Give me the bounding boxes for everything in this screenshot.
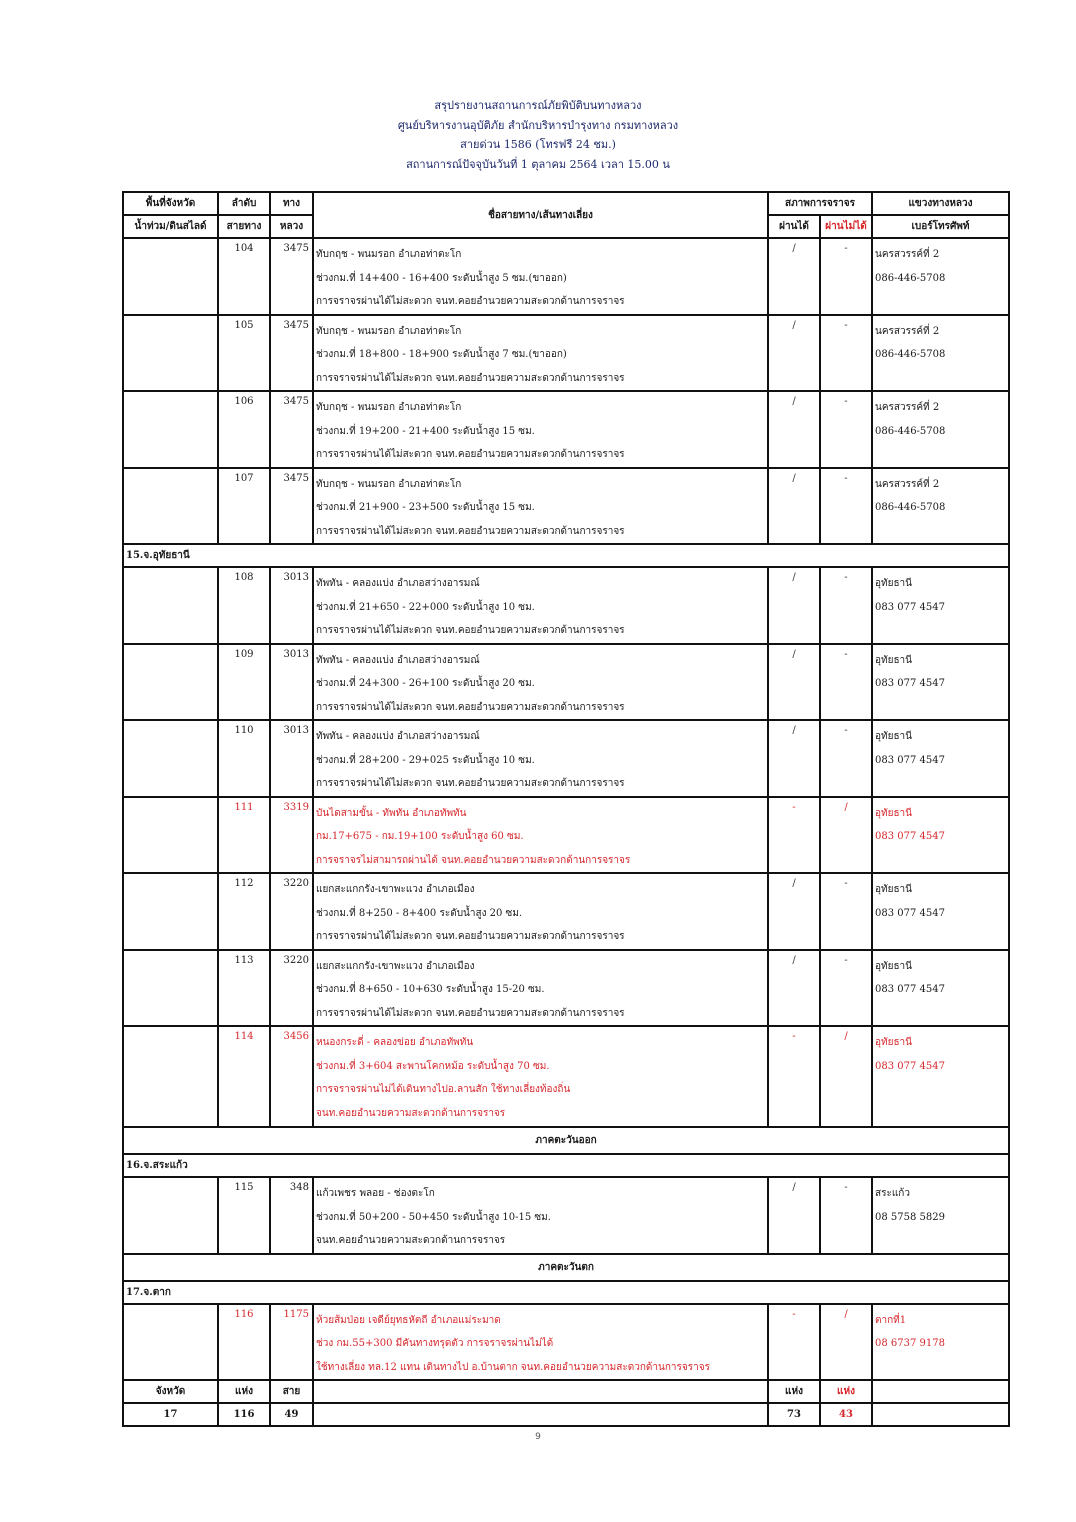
route-description	[313, 238, 768, 315]
highway-number: 3475	[270, 391, 313, 468]
office-contact	[872, 391, 1009, 468]
description-line: ช่วงกม.ที่ 3+604 สะพานโคกหม้อ ระดับน้ำสูง 70 ซม.	[316, 1060, 550, 1072]
office-contact	[872, 238, 1009, 315]
route-seq: 112	[218, 873, 270, 950]
office-name: อุทัยธานี	[875, 654, 913, 666]
route-seq: 109	[218, 644, 270, 721]
summary-head-no-pass: แห่ง	[820, 1380, 872, 1403]
description-line: การจราจรผ่านได้ไม่สะดวก จนท.คอยอำนวยความสะดวกด้านการจราจร	[316, 625, 625, 636]
route-description	[313, 720, 768, 797]
table-row	[123, 950, 1009, 1027]
table-row	[123, 1177, 1009, 1254]
highway-number: 3456	[270, 1026, 313, 1127]
office-phone: 086-446-5708	[875, 425, 946, 437]
title-line-2: ศูนย์บริหารงานอุบัติภัย สำนักบริหารบำรุงทาง กรมทางหลวง	[397, 118, 679, 132]
table-row	[123, 468, 1009, 545]
area-cell	[123, 720, 218, 797]
province-header	[123, 544, 1009, 567]
office-name: นครสวรรค์ที่ 2	[875, 478, 940, 490]
route-seq: 106	[218, 391, 270, 468]
office-contact	[872, 1026, 1009, 1127]
pass-status: -	[768, 797, 820, 874]
description-line: ช่วงกม.ที่ 8+650 - 10+630 ระดับน้ำสูง 15-20 ซม.	[316, 984, 545, 995]
total-passable: 73	[768, 1403, 820, 1426]
col-highway-sub: หลวง	[270, 215, 313, 238]
office-phone: 086-446-5708	[875, 272, 946, 284]
no-pass-status: -	[820, 238, 872, 315]
summary-empty	[872, 1403, 1009, 1426]
summary-empty	[313, 1403, 768, 1426]
col-area-sub: น้ำท่วม/ดินสไลด์	[123, 215, 218, 238]
area-cell	[123, 238, 218, 315]
no-pass-status: -	[820, 720, 872, 797]
description-line: บันไดสามขั้น - ทัพทัน อำเภอทัพทัน	[316, 807, 467, 819]
route-description	[313, 873, 768, 950]
total-routes: 49	[270, 1403, 313, 1426]
office-phone: 083 077 4547	[875, 601, 945, 613]
description-line: การจราจรผ่านไม่ได้เดินทางไปอ.ลานสัก ใช้ทางเลี่ยงท้องถิ่น	[316, 1084, 571, 1095]
route-seq: 115	[218, 1177, 270, 1254]
description-line: การจราจรผ่านได้ไม่สะดวก จนท.คอยอำนวยความสะดวกด้านการจราจร	[316, 525, 625, 537]
route-description	[313, 391, 768, 468]
description-line: ช่วง กม.55+300 มีคันทางทรุดตัว การจราจรผ่านไม่ได้	[316, 1338, 554, 1349]
office-name: อุทัยธานี	[875, 1037, 913, 1048]
area-cell	[123, 315, 218, 392]
pass-status: /	[768, 391, 820, 468]
office-contact	[872, 873, 1009, 950]
route-description	[313, 1026, 768, 1127]
province-label: 15.จ.อุทัยธานี	[123, 544, 1009, 567]
no-pass-status: -	[820, 391, 872, 468]
office-name: สระแก้ว	[875, 1188, 910, 1199]
route-description	[313, 1177, 768, 1254]
description-line: ช่วงกม.ที่ 28+200 - 29+025 ระดับน้ำสูง 10 ซม.	[316, 754, 535, 766]
header-row-1	[123, 192, 1009, 215]
province-label: 16.จ.สระแก้ว	[123, 1154, 1009, 1177]
no-pass-status: -	[820, 1177, 872, 1254]
office-phone: 086-446-5708	[875, 349, 946, 360]
col-area: พื้นที่จังหวัด	[123, 192, 218, 215]
description-line: การจราจรไม่สามารถผ่านได้ จนท.คอยอำนวยความสะดวกด้านการจราจร	[316, 854, 631, 866]
office-name: อุทัยธานี	[875, 960, 913, 972]
office-contact	[872, 950, 1009, 1027]
description-line: ช่วงกม.ที่ 50+200 - 50+450 ระดับน้ำสูง 10-15 ซม.	[316, 1211, 551, 1223]
route-seq: 116	[218, 1304, 270, 1381]
highway-number: 3220	[270, 950, 313, 1027]
description-line: ช่วงกม.ที่ 21+650 - 22+000 ระดับน้ำสูง 10 ซม.	[316, 601, 535, 613]
office-name: อุทัยธานี	[875, 731, 913, 742]
no-pass-status: -	[820, 315, 872, 392]
page-number: 9	[535, 1432, 541, 1442]
area-cell	[123, 797, 218, 874]
col-description: ชื่อสายทาง/เส้นทางเลี่ยง	[313, 192, 768, 238]
description-line: ทัพทัน - คลองแบ่ง อำเภอสว่างอารมณ์	[316, 654, 480, 666]
table-row	[123, 644, 1009, 721]
no-pass-status: -	[820, 873, 872, 950]
description-line: ห้วยส้มป่อย เจดีย์ยุทธหัตถี อำเภอแม่ระมาด	[316, 1314, 501, 1326]
description-line: แยกสะแกกรัง-เขาพะแวง อำเภอเมือง	[316, 884, 475, 895]
table-row	[123, 720, 1009, 797]
description-line: การจราจรผ่านได้ไม่สะดวก จนท.คอยอำนวยความสะดวกด้านการจราจร	[316, 449, 625, 460]
description-line: หนองกระดี่ - คลองข่อย อำเภอทัพทัน	[316, 1037, 474, 1048]
col-seq-sub: สายทาง	[218, 215, 270, 238]
description-line: ช่วงกม.ที่ 24+300 - 26+100 ระดับน้ำสูง 20 ซม.	[316, 678, 535, 689]
area-cell	[123, 873, 218, 950]
situation-table	[122, 191, 1010, 1427]
route-description	[313, 567, 768, 644]
area-cell	[123, 468, 218, 545]
pass-status: /	[768, 950, 820, 1027]
office-name: นครสวรรค์ที่ 2	[875, 402, 940, 413]
no-pass-status: -	[820, 468, 872, 545]
summary-head-pass: แห่ง	[768, 1380, 820, 1403]
route-seq: 108	[218, 567, 270, 644]
pass-status: /	[768, 1177, 820, 1254]
route-seq: 113	[218, 950, 270, 1027]
no-pass-status: -	[820, 950, 872, 1027]
route-seq: 107	[218, 468, 270, 545]
description-line: ช่วงกม.ที่ 14+400 - 16+400 ระดับน้ำสูง 5 ซม.(ขาออก)	[316, 272, 567, 284]
office-phone: 083 077 4547	[875, 678, 945, 689]
table-row	[123, 1304, 1009, 1381]
area-cell	[123, 1177, 218, 1254]
area-cell	[123, 950, 218, 1027]
col-traffic-status: สภาพการจราจร	[768, 192, 872, 215]
table-row	[123, 391, 1009, 468]
office-contact	[872, 1304, 1009, 1381]
total-provinces: 17	[123, 1403, 218, 1426]
office-phone: 08 6737 9178	[875, 1338, 945, 1349]
highway-number: 348	[270, 1177, 313, 1254]
description-line: การจราจรผ่านได้ไม่สะดวก จนท.คอยอำนวยความสะดวกด้านการจราจร	[316, 372, 625, 384]
description-line: ทับกฤช - พนมรอก อำเภอท่าตะโก	[316, 402, 462, 413]
province-label: 17.จ.ตาก	[123, 1281, 1009, 1304]
office-name: อุทัยธานี	[875, 578, 913, 589]
highway-number: 3013	[270, 567, 313, 644]
region-label: ภาคตะวันออก	[123, 1127, 1009, 1154]
highway-number: 3220	[270, 873, 313, 950]
summary-empty	[313, 1380, 768, 1403]
office-phone: 083 077 4547	[875, 907, 945, 919]
col-phone: เบอร์โทรศัพท์	[872, 215, 1009, 238]
office-name: ตากที่1	[875, 1314, 907, 1326]
description-line: ช่วงกม.ที่ 8+250 - 8+400 ระดับน้ำสูง 20 ซม.	[316, 907, 523, 919]
route-description	[313, 1304, 768, 1381]
highway-number: 3013	[270, 720, 313, 797]
pass-status: -	[768, 1304, 820, 1381]
table-row	[123, 1026, 1009, 1127]
description-line: ช่วงกม.ที่ 18+800 - 18+900 ระดับน้ำสูง 7 ซม.(ขาออก)	[316, 349, 567, 360]
col-office: แขวงทางหลวง	[872, 192, 1009, 215]
highway-number: 3319	[270, 797, 313, 874]
office-name: นครสวรรค์ที่ 2	[875, 325, 940, 337]
description-line: ทับกฤช - พนมรอก อำเภอท่าตะโก	[316, 249, 462, 260]
pass-status: /	[768, 873, 820, 950]
route-description	[313, 797, 768, 874]
region-header	[123, 1254, 1009, 1281]
route-seq: 111	[218, 797, 270, 874]
office-phone: 083 077 4547	[875, 831, 945, 842]
summary-head-places: แห่ง	[218, 1380, 270, 1403]
route-description	[313, 644, 768, 721]
description-line: แก้วเพชร พลอย - ช่องตะโก	[316, 1188, 435, 1199]
description-line: ช่วงกม.ที่ 19+200 - 21+400 ระดับน้ำสูง 15 ซม.	[316, 425, 535, 437]
description-line: แยกสะแกกรัง-เขาพะแวง อำเภอเมือง	[316, 960, 475, 972]
route-description	[313, 315, 768, 392]
description-line: ช่วงกม.ที่ 21+900 - 23+500 ระดับน้ำสูง 15 ซม.	[316, 502, 535, 513]
office-phone: 08 5758 5829	[875, 1211, 945, 1223]
no-pass-status: -	[820, 644, 872, 721]
region-label: ภาคตะวันตก	[123, 1254, 1009, 1281]
route-description	[313, 950, 768, 1027]
office-contact	[872, 797, 1009, 874]
highway-number: 1175	[270, 1304, 313, 1381]
office-phone: 083 077 4547	[875, 754, 945, 766]
table-row	[123, 873, 1009, 950]
province-header	[123, 1154, 1009, 1177]
highway-number: 3013	[270, 644, 313, 721]
highway-number: 3475	[270, 238, 313, 315]
area-cell	[123, 567, 218, 644]
total-impassable: 43	[820, 1403, 872, 1426]
summary-empty	[872, 1380, 1009, 1403]
province-header	[123, 1281, 1009, 1304]
report-title	[0, 96, 1076, 174]
pass-status: /	[768, 567, 820, 644]
route-seq: 104	[218, 238, 270, 315]
office-contact	[872, 567, 1009, 644]
highway-number: 3475	[270, 315, 313, 392]
no-pass-status: -	[820, 567, 872, 644]
title-line-1: สรุปรายงานสถานการณ์ภัยพิบัติบนทางหลวง	[434, 99, 642, 112]
area-cell	[123, 1304, 218, 1381]
table-row	[123, 238, 1009, 315]
office-contact	[872, 720, 1009, 797]
route-seq: 114	[218, 1026, 270, 1127]
office-name: อุทัยธานี	[875, 807, 913, 819]
pass-status: /	[768, 720, 820, 797]
table-row	[123, 797, 1009, 874]
description-line: การจราจรผ่านได้ไม่สะดวก จนท.คอยอำนวยความสะดวกด้านการจราจร	[316, 931, 625, 942]
description-line: การจราจรผ่านได้ไม่สะดวก จนท.คอยอำนวยความสะดวกด้านการจราจร	[316, 701, 625, 713]
pass-status: -	[768, 1026, 820, 1127]
description-line: ทัพทัน - คลองแบ่ง อำเภอสว่างอารมณ์	[316, 578, 480, 589]
no-pass-status: /	[820, 797, 872, 874]
summary-head-routes: สาย	[270, 1380, 313, 1403]
summary-header-row	[123, 1380, 1009, 1403]
col-seq: ลำดับ	[218, 192, 270, 215]
title-line-3: สายด่วน 1586 (โทรฟรี 24 ชม.)	[460, 138, 616, 151]
description-line: การจราจรผ่านได้ไม่สะดวก จนท.คอยอำนวยความสะดวกด้านการจราจร	[316, 1007, 625, 1019]
area-cell	[123, 391, 218, 468]
col-highway: ทาง	[270, 192, 313, 215]
title-line-4: สถานการณ์ปัจจุบันวันที่ 1 ตุลาคม 2564 เวลา 15.00 น	[406, 157, 670, 171]
office-contact	[872, 1177, 1009, 1254]
description-line: ทับกฤช - พนมรอก อำเภอท่าตะโก	[316, 325, 462, 337]
summary-head-provinces: จังหวัด	[123, 1380, 218, 1403]
pass-status: /	[768, 468, 820, 545]
office-phone: 083 077 4547	[875, 984, 945, 995]
office-contact	[872, 644, 1009, 721]
description-line: ใช้ทางเลี่ยง ทล.12 แทน เดินทางไป อ.บ้านตาก จนท.คอยอำนวยความสะดวกด้านการจราจร	[316, 1361, 710, 1373]
description-line: การจราจรผ่านได้ไม่สะดวก จนท.คอยอำนวยความสะดวกด้านการจราจร	[316, 778, 625, 789]
area-cell	[123, 644, 218, 721]
area-cell	[123, 1026, 218, 1127]
route-description	[313, 468, 768, 545]
no-pass-status: /	[820, 1304, 872, 1381]
table-row	[123, 567, 1009, 644]
no-pass-status: /	[820, 1026, 872, 1127]
office-name: นครสวรรค์ที่ 2	[875, 249, 940, 260]
description-line: จนท.คอยอำนวยความสะดวกด้านการจราจร	[316, 1107, 506, 1119]
office-name: อุทัยธานี	[875, 884, 913, 895]
office-phone: 083 077 4547	[875, 1060, 945, 1072]
office-contact	[872, 315, 1009, 392]
region-header	[123, 1127, 1009, 1154]
office-contact	[872, 468, 1009, 545]
description-line: การจราจรผ่านได้ไม่สะดวก จนท.คอยอำนวยความสะดวกด้านการจราจร	[316, 296, 625, 307]
col-no-pass: ผ่านไม่ได้	[820, 215, 872, 238]
col-pass: ผ่านได้	[768, 215, 820, 238]
description-line: ทัพทัน - คลองแบ่ง อำเภอสว่างอารมณ์	[316, 731, 480, 742]
pass-status: /	[768, 644, 820, 721]
description-line: ทับกฤช - พนมรอก อำเภอท่าตะโก	[316, 478, 462, 490]
highway-number: 3475	[270, 468, 313, 545]
summary-value-row	[123, 1403, 1009, 1426]
pass-status: /	[768, 315, 820, 392]
pass-status: /	[768, 238, 820, 315]
description-line: กม.17+675 - กม.19+100 ระดับน้ำสูง 60 ซม.	[316, 831, 524, 842]
total-places: 116	[218, 1403, 270, 1426]
description-line: จนท.คอยอำนวยความสะดวกด้านการจราจร	[316, 1235, 506, 1246]
table-body	[123, 238, 1009, 1426]
route-seq: 105	[218, 315, 270, 392]
route-seq: 110	[218, 720, 270, 797]
office-phone: 086-446-5708	[875, 502, 946, 513]
table-row	[123, 315, 1009, 392]
